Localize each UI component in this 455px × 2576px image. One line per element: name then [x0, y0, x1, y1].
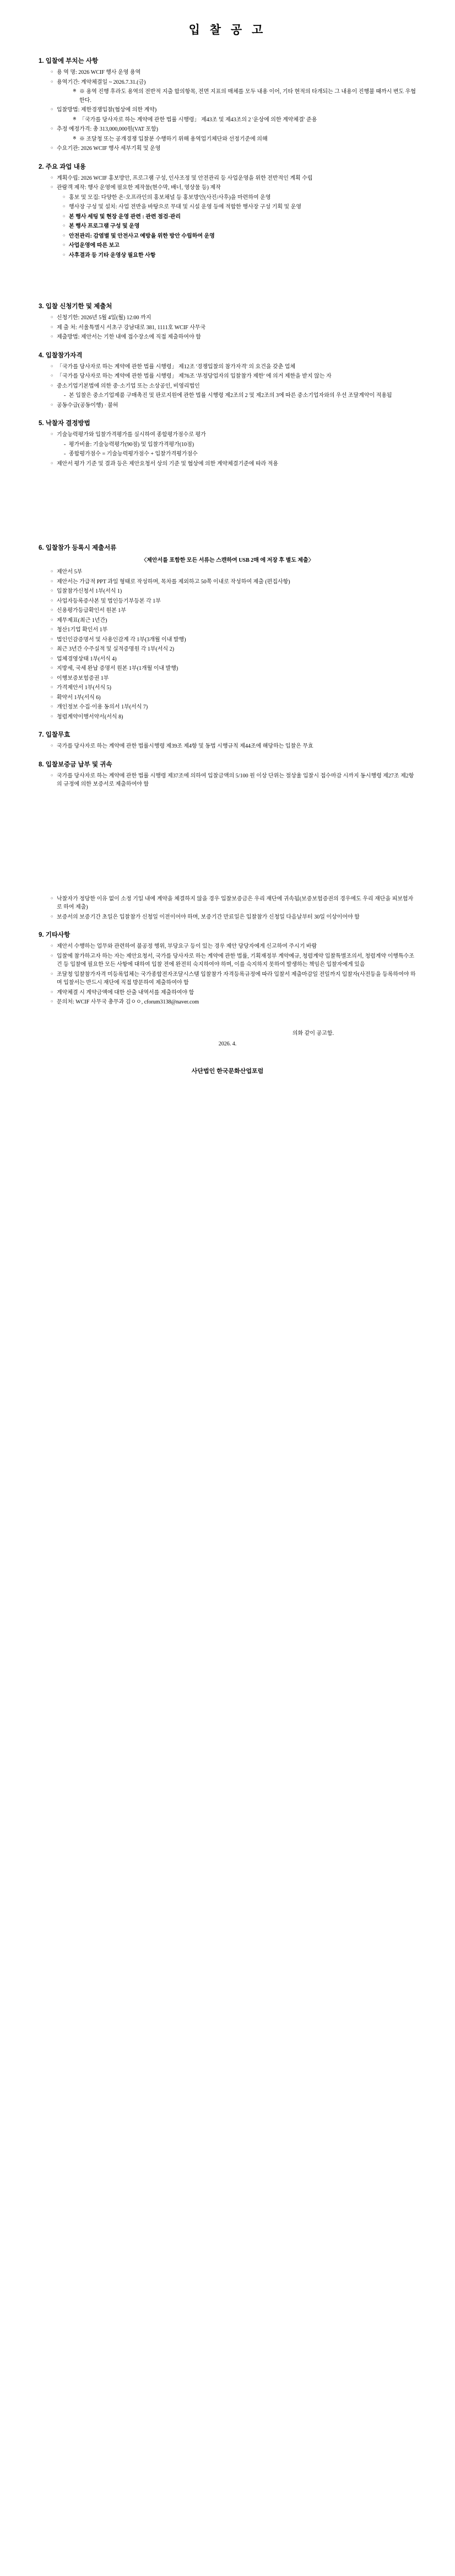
list-item: ○ 「국가를 당사자로 하는 계약에 관한 법률 시행령」 제12조 '경쟁입찰의 참가자격' 의 요건을 갖춘 업체	[51, 363, 416, 372]
list-item: ○ 제안서 5부	[51, 568, 416, 577]
section-submission	[39, 302, 416, 342]
list-item: ○ 청렴계약이행서약서(서식 8)	[51, 713, 416, 722]
page-title: 입 찰 공 고	[188, 24, 267, 36]
section-heading: 8. 입찰보증금 납부 및 귀속	[39, 761, 112, 768]
list-item: ○ 사업운영에 따른 보고	[63, 242, 416, 250]
list-item: ○ 개인정보 수집·이용 동의서 1부(서식 7)	[51, 703, 416, 712]
section-heading: 9. 기타사항	[39, 932, 71, 938]
list-item: ○ 이행보증보험증권 1부	[51, 674, 416, 683]
list-item: ○ 청산1기업 확인서 1부	[51, 626, 416, 635]
spacer	[39, 477, 416, 543]
list-item: ○ 가격제안서 1부(서식 5)	[51, 684, 416, 693]
list-subitem: - 종합평가점수 = 기술능력평가점수 + 입찰가격평가점수	[63, 450, 416, 459]
list-item: ○ 사후결과 등 기타 운영상 필요한 사항	[63, 251, 416, 260]
section-bid-bond	[39, 760, 416, 922]
list-item: ○ 수요기관: 2026 WCIF 행사 세부기획 및 운영	[51, 144, 416, 153]
list-item: ○ 업체경영상태 1부(서식 4)	[51, 655, 416, 664]
list-item: ○ 관람객 제작: 행사 운영에 필요한 제작물(현수막, 배너, 영상물 등) 제작	[51, 184, 416, 192]
list-item: ○ 낙찰자가 정당한 이유 없이 소정 기일 내에 계약을 체결하지 않을 경우 입찰보증금은 우리 재단에 귀속됨(보증보험증권의 경우에도 우리 재단을 피보험자로 하여 제출)	[51, 895, 416, 912]
list-note: ※ ※ 용역 진행 후라도 용역의 전반적 지출 합의항목, 전면 지표의 매체를 모두 내용 이어, 기타 현적의 타개되는 그 내용이 진행불 때까시 변도 우협한다.	[73, 88, 416, 105]
list-item: ○ 중소기업기본법에 의한 중·소기업 또는 소상공인, 비영리법인	[51, 382, 416, 391]
section-heading: 6. 입찰참가 등록시 제출서류	[39, 545, 117, 551]
list-item: ○ 기술능력평가와 입찰가격평가를 실시하여 종합평가점수로 평가	[51, 431, 416, 439]
list-item: ○ 확약서 1부(서식 6)	[51, 694, 416, 702]
list-item: ○ 입찰참가신청서 1부(서식 1)	[51, 587, 416, 596]
section-qualification	[39, 351, 416, 410]
list-item: ○ 제안서 수행하는 업무와 관련하여 불공정 행위, 부당요구 등이 있는 경우 제안 당당자에게 신고하여 주시기 바람	[51, 942, 416, 951]
section-heading: 7. 입찰무효	[39, 732, 71, 738]
list-item: ○ 용 역 명: 2026 WCIF 행사 운영 용역	[51, 68, 416, 77]
list-item: ○ 법인인감증명서 및 사용인감계 각 1부(3개월 이내 발행)	[51, 636, 416, 645]
list-item: ○ 제안서 평가 기준 및 결과 등은 제안요청서 상의 기준 및 협상에 의한 계약체결기준에 따라 적용	[51, 460, 416, 469]
list-item: ○ 추정 예정가격: 총 313,000,000원(VAT 포함)	[51, 125, 416, 134]
list-item: ○ 국가를 당사자로 하는 계약에 관한 법률시행령 제39조 제4항 및 동법 시행규칙 제44조에 해당하는 입찰은 무효	[51, 742, 416, 751]
list-note: ※ ※ 조달청 또는 공개경쟁 입찰분 수행하기 위해 용역업기체단와 선정기준에 의해	[73, 135, 416, 144]
list-item: ○ 행사장 구성 및 설치: 사업 전반을 바탕으로 무대 및 시설 운영 등에 적합한 행사장 구성 기획 및 운영	[63, 203, 416, 212]
issuing-organization: 사단법인 한국문화산업포럼	[191, 1067, 264, 1075]
list-item: ○ 입찰에 참가하고자 하는 자는 제안요청서, 국가를 당사자로 하는 계약에 관한 법률, 기획재정부 계약예규, 청렴계약 입찰특별조의서, 청렴계약 이행특수조건 등 입찰에 필요한 모든 사항에 대하여 입찰 전에 완전히 숙지하여야 하며, 이를 숙지하지 못하여 발생하는 책임은 입찰자에게 있음	[51, 952, 416, 969]
list-item: ○ 계약체결 시 계약금액에 대한 산출 내역서를 제출하여야 함	[51, 989, 416, 997]
list-item: ○ 계획수립: 2026 WCIF 홍보방안, 프로그램 구성, 인사조정 및 안전관리 등 사업운영을 위한 전반적인 계획 수립	[51, 174, 416, 183]
section-required-documents	[39, 543, 416, 721]
list-item: ○ 국가를 당사자로 하는 계약에 관한 법률 시행령 제37조에 의하여 입찰금액의 5/100 원 이상 단위는 절상율 입찰시 접수마감 시까지 동시행령 제27조 제2항의 규정에 의한 보증서로 제출하여야 함	[51, 772, 416, 789]
section-other-matters	[39, 930, 416, 1007]
signature-block	[39, 1029, 416, 1077]
list-item: ○ 안전관리: 감염별 및 안전사고 예방을 위한 방안 수립하여 운영	[63, 232, 416, 241]
list-item: ○ 제안서는 가급적 PPT 과일 형태로 작성하며, 목차를 제외하고 50쪽 이내로 작성하여 제출 (편집사항)	[51, 578, 416, 587]
list-item: ○ 조달청 입찰참가자격 미등록업체는 국가종합전자조달시스템 입찰참가 자격등록규정에 따라 입찰서 제출마감일 전일까지 입찰자(사전등을 등록하여야 하며 입찰서는 반드시 재단에 직접 방문하여 제출하여야 함	[51, 970, 416, 988]
list-item: ○ 홍보 및 모집: 다양한 온·오프라인의 홍보채널 등 홍보방안(사진/사후)을 마련하여 운영	[63, 194, 416, 202]
list-item: ○ 「국가를 당사자로 하는 계약에 관한 법률 시행령」 제76조 '부정당업자의 입찰참가 제한' 에 의거 제한을 받지 않는 자	[51, 372, 416, 381]
list-item: ○ 본 행사 프로그램 구성 및 운영	[63, 222, 416, 231]
list-item: ○ 지방세, 국세 완납 증명서 원본 1부(1개월 이내 발행)	[51, 664, 416, 673]
list-item: ○ 제 출 처: 서울특별시 서초구 강남대로 381, 1111호 WCIF 사무국	[51, 324, 416, 332]
closing-statement: 의화 같이 공고함.	[292, 1030, 334, 1037]
issue-date: 2026. 4.	[218, 1040, 237, 1047]
contact-info: ○ 문의처: WCIF 사무국 총무과 김ㅇㅇ, cforum3138@naver.com	[51, 998, 416, 1007]
list-item: ○ 사업자등록증사본 및 법인등기부등본 각 1부	[51, 597, 416, 606]
section-subheading: 〈제안서를 포함한 모든 서류는 스캔하여 USB 2매 에 저장 후 별도 제출〉	[141, 557, 314, 564]
list-item: ○ 신청기한: 2026년 5월 4일(월) 12:00 까지	[51, 314, 416, 323]
section-bid-items	[39, 56, 416, 153]
list-subitem: - 본 입찰은 중소기업제품 구매촉진 및 판로지원에 관한 법률 시행령 제2조의 2 및 제2조의 3에 따른 중소기업자와의 우선 조달계약이 적용됨	[63, 391, 416, 400]
list-note: ※ 「국가를 당사자로 하는 계약에 관한 법률 시행령」 제43조 및 제43조의 2 '운상에 의한 계약체결' 준용	[73, 116, 416, 125]
list-item: ○ 제출방법: 제안서는 기한 내에 접수장소에 직접 제출하여야 함	[51, 333, 416, 342]
section-heading: 3. 입찰 신청기한 및 제출처	[39, 303, 112, 310]
list-item: ○ 보증서의 보증기간 초일은 입찰참가 신청일 이전이어야 하며, 보증기간 만료일은 입찰참가 신청일 다음날부터 30일 이상이어야 함	[51, 913, 416, 922]
section-award-method	[39, 418, 416, 468]
section-heading: 5. 낙찰자 결정방법	[39, 420, 90, 427]
list-item: ○ 용역기간: 계약체결일 ~ 2026.7.31.(금)	[51, 78, 416, 87]
list-item: ○ 최근 3년간 수주실적 및 실적증명원 각 1부(서식 2)	[51, 645, 416, 654]
list-item: ○ 본 행사 세팅 및 현장 운영 관련 : 관련 점검·관리	[63, 213, 416, 222]
spacer	[39, 269, 416, 302]
spacer	[39, 790, 416, 895]
list-item: ○ 공동수급(공동이행) · 불허	[51, 401, 416, 410]
list-subitem: - 평가비율: 기술능력평가(90점) 및 입찰가격평가(10점)	[63, 441, 416, 449]
section-scope-of-work	[39, 162, 416, 260]
section-heading: 1. 입찰에 부치는 사항	[39, 58, 99, 65]
list-item: ○ 신용평가등급확인서 원본 1부	[51, 607, 416, 615]
list-item: ○ 제무제표(최근 1년간)	[51, 616, 416, 625]
section-heading: 2. 주요 과업 내용	[39, 163, 86, 170]
section-heading: 4. 입찰참가자격	[39, 352, 83, 359]
section-invalid-bid	[39, 730, 416, 751]
list-item: ○ 입찰방법: 제한경쟁입찰(협상에 의한 계약)	[51, 106, 416, 115]
